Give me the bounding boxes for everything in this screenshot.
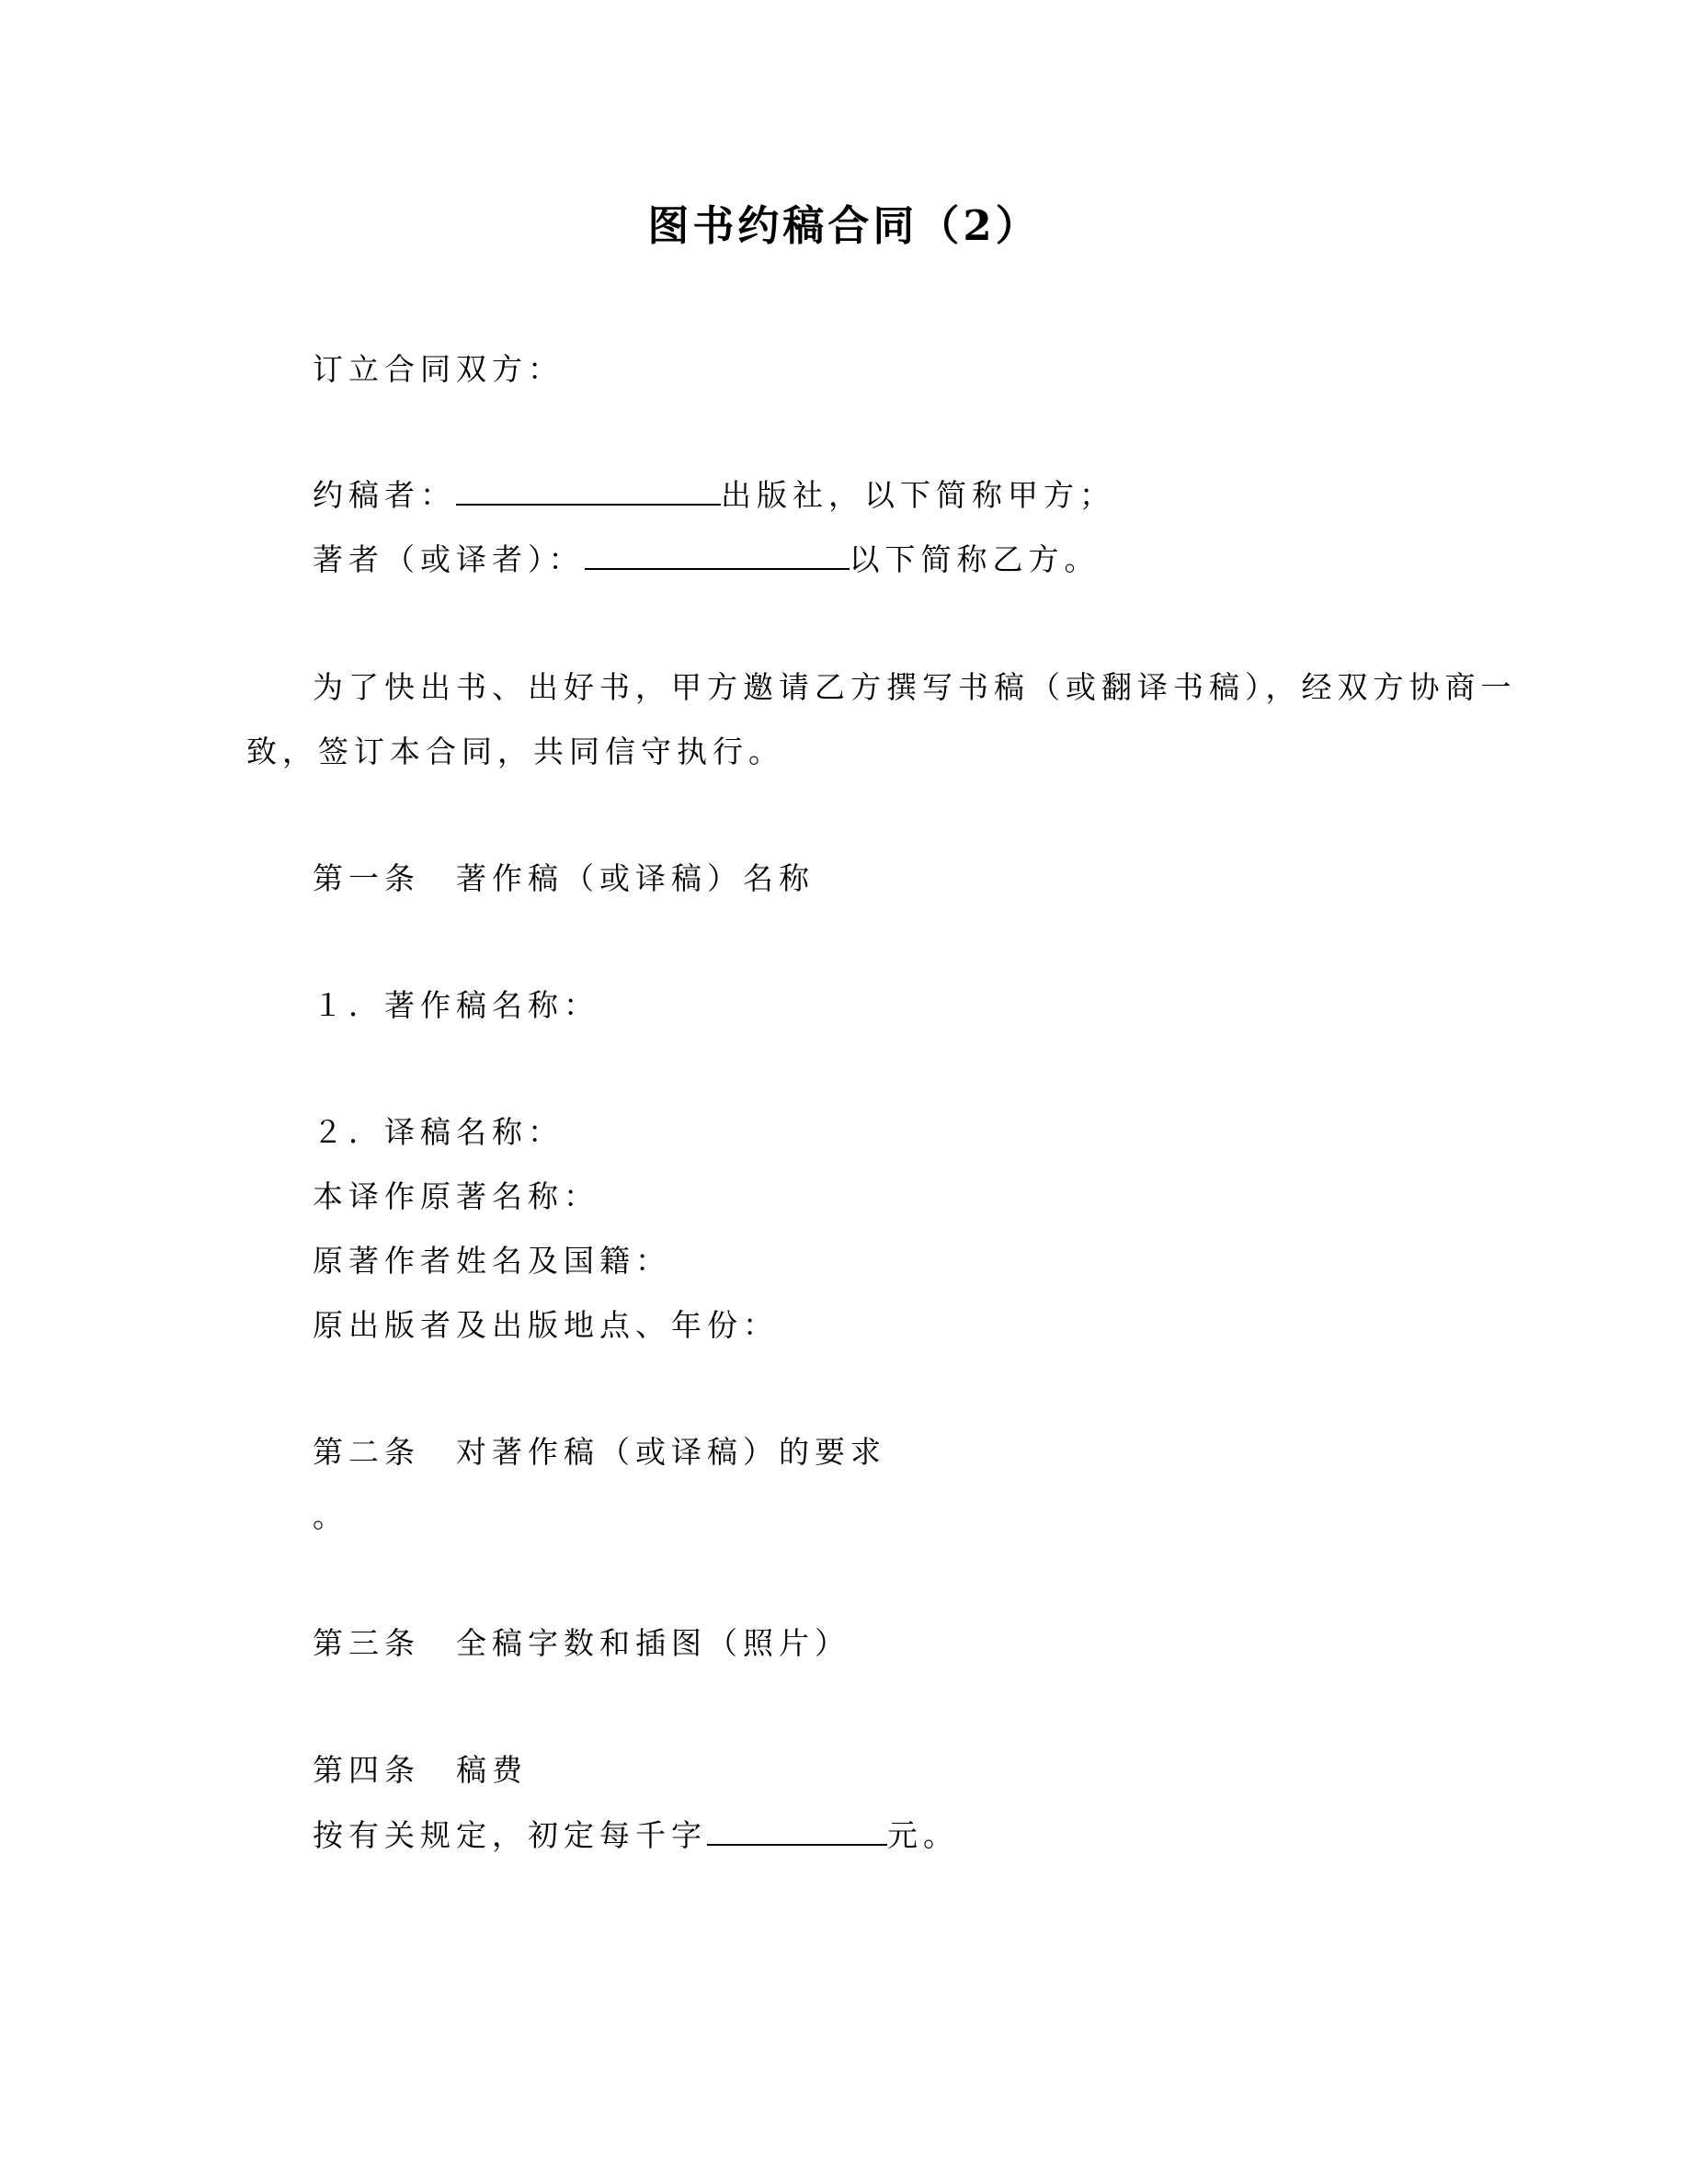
- party-b-blank: [585, 540, 850, 570]
- article-2-body: 。: [313, 1498, 348, 1534]
- article-1-original-publisher: 原出版者及出版地点、年份：: [313, 1307, 779, 1343]
- party-b-line: [313, 540, 1101, 578]
- article-1-item-1: １．著作稿名称：: [313, 987, 599, 1023]
- article-1-title: 第一条 著作稿（或译稿）名称: [313, 860, 815, 896]
- article-4-body-suffix: 元。: [887, 1817, 959, 1853]
- party-a-suffix: 出版社，以下简称甲方；: [721, 477, 1115, 513]
- party-a-label: 约稿者：: [313, 477, 456, 513]
- article-3-title: 第三条 全稿字数和插图（照片）: [313, 1625, 850, 1661]
- contract-parties-intro: 订立合同双方：: [313, 351, 564, 387]
- article-2-title: 第二条 对著作稿（或译稿）的要求: [313, 1434, 886, 1470]
- party-b-suffix: 以下简称乙方。: [849, 541, 1101, 577]
- article-4-body: [313, 1816, 959, 1854]
- preamble-line-1: 为了快出书、出好书，甲方邀请乙方撰写书稿（或翻译书稿），经双方协商一: [313, 669, 1517, 705]
- article-4-title: 第四条 稿费: [313, 1752, 528, 1788]
- party-a-blank: [456, 476, 721, 506]
- document-title: 图书约稿合同（2）: [647, 201, 1041, 250]
- article-1-original-author: 原著作者姓名及国籍：: [313, 1243, 671, 1279]
- preamble-line-2: 致，签订本合同，共同信守执行。: [246, 734, 784, 769]
- party-a-line: [313, 476, 1115, 514]
- article-4-amount-blank: [707, 1816, 887, 1846]
- article-4-body-prefix: 按有关规定，初定每千字: [313, 1817, 707, 1853]
- party-b-label: 著者（或译者）：: [313, 541, 585, 577]
- article-1-original-title: 本译作原著名称：: [313, 1178, 599, 1214]
- article-1-item-2: ２．译稿名称：: [313, 1114, 564, 1150]
